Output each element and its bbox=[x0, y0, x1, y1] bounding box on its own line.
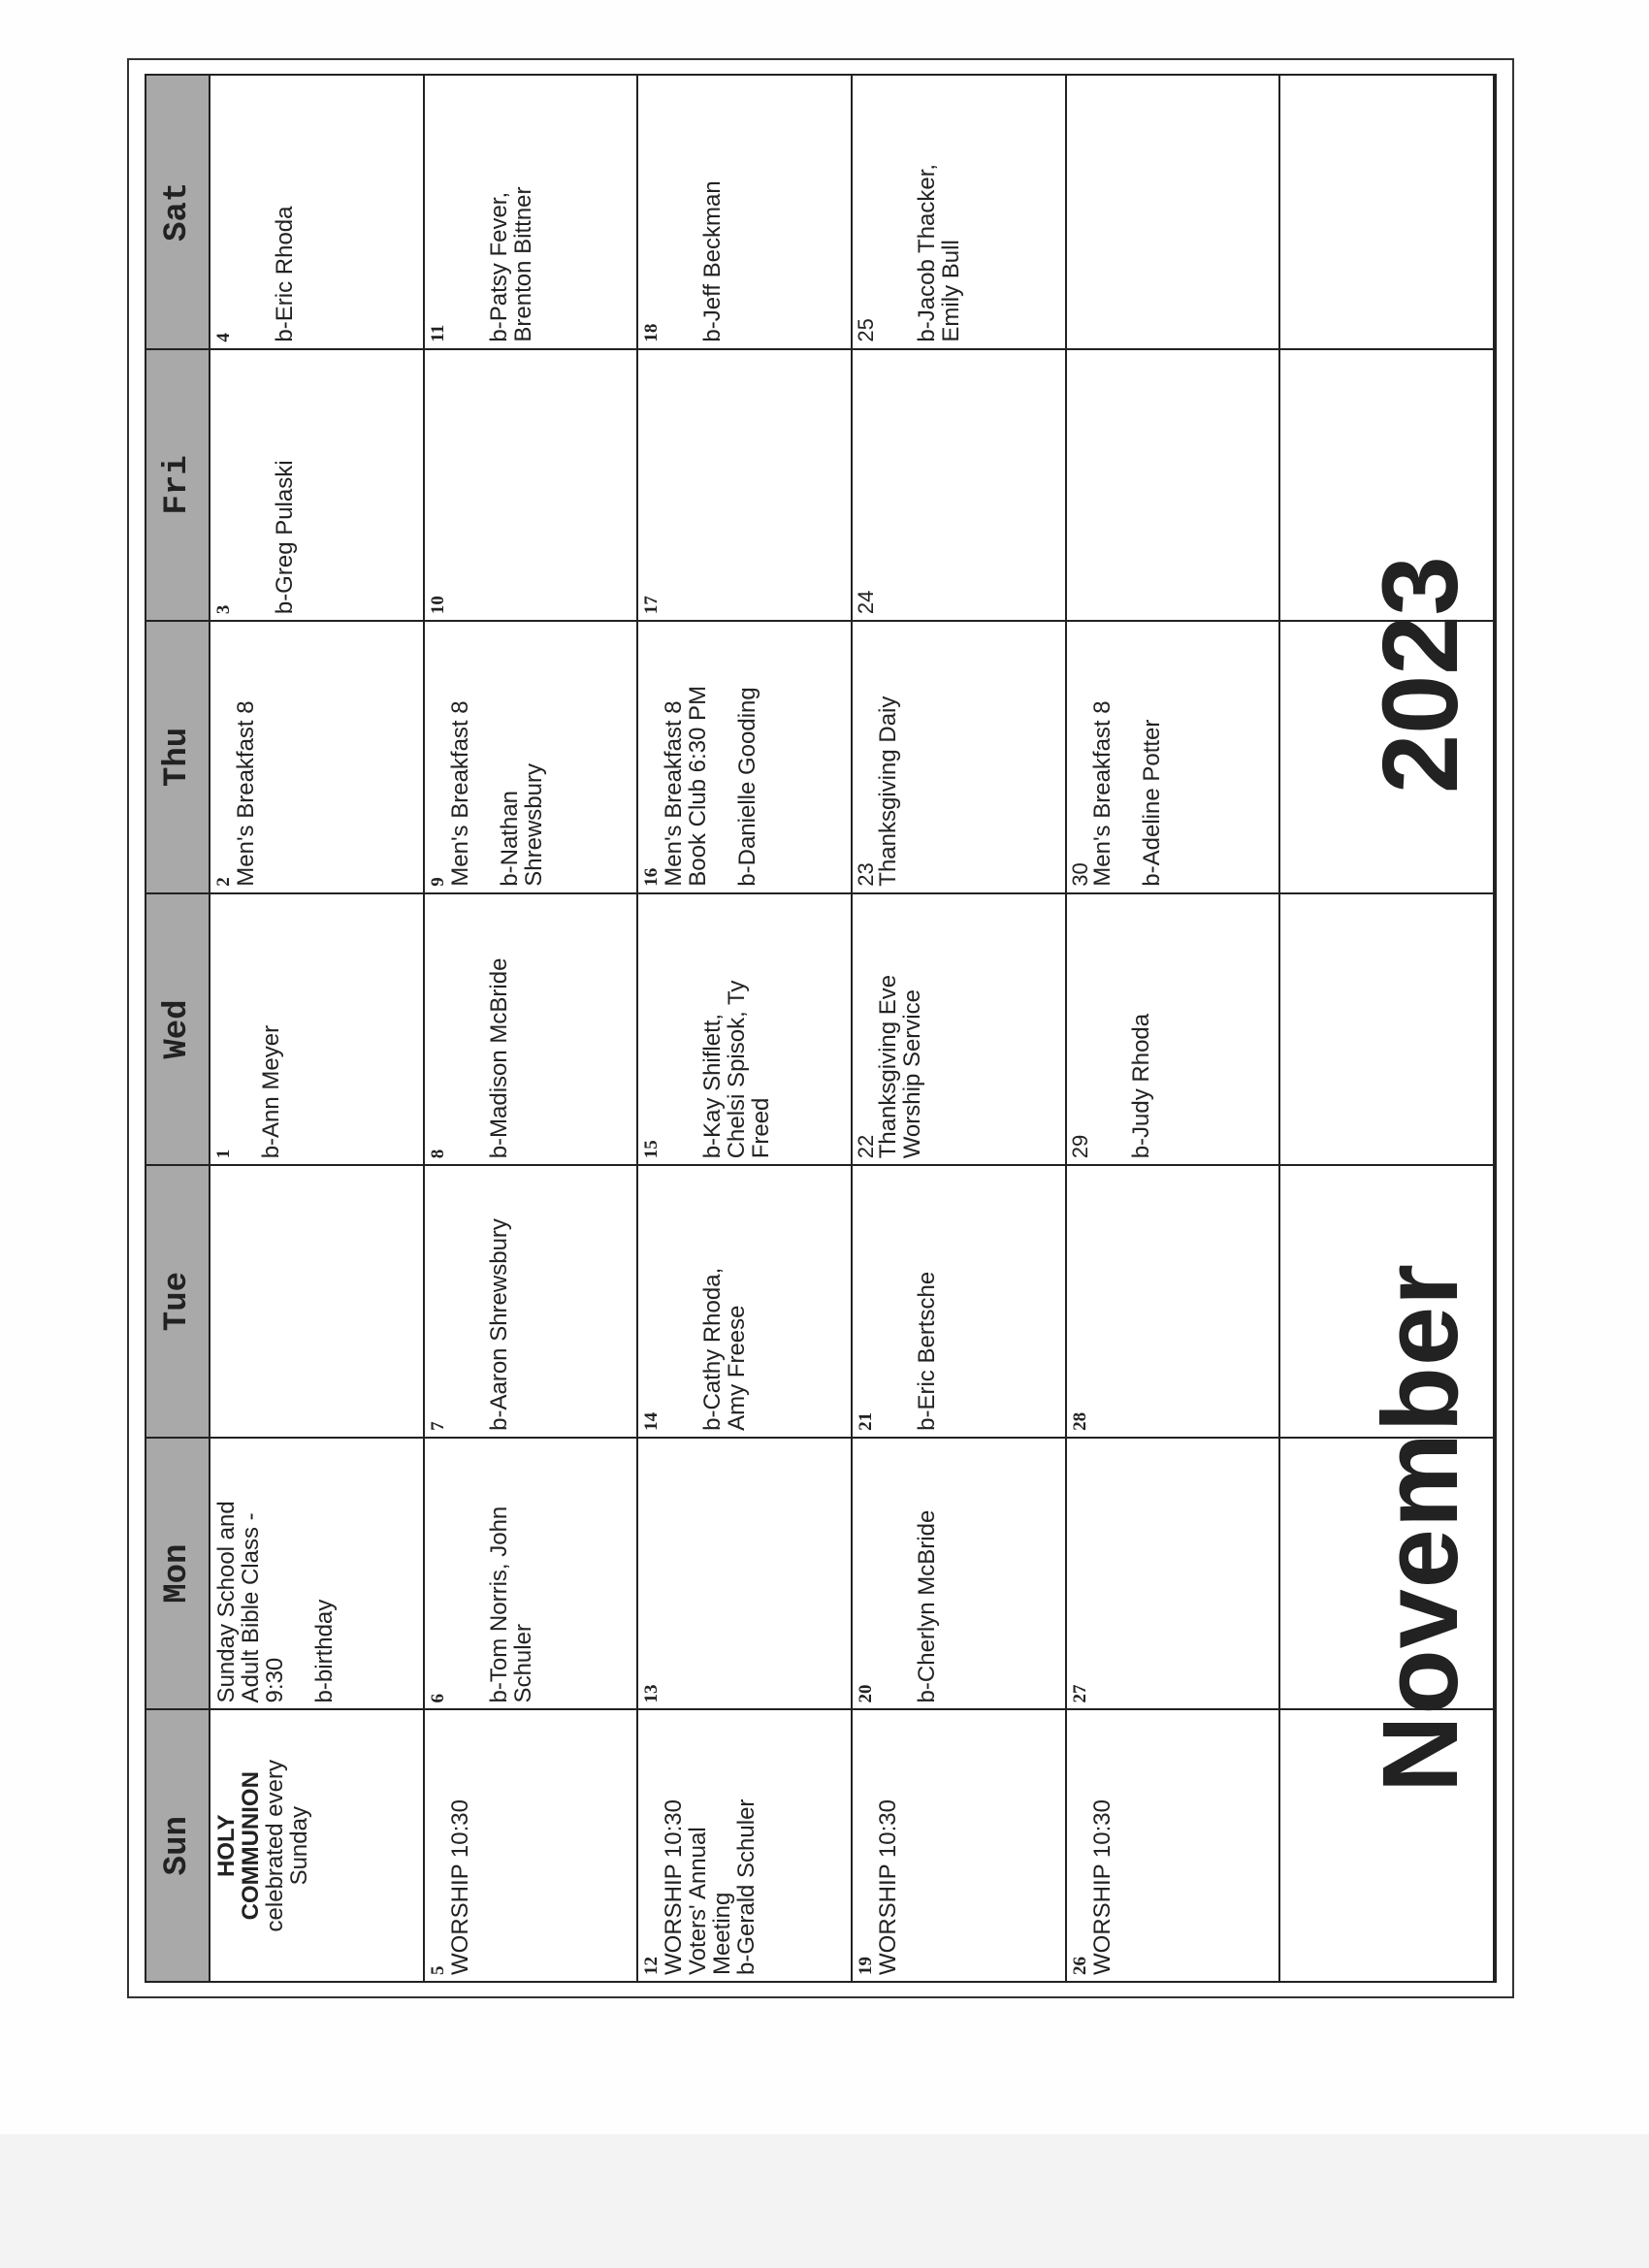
event-line: WORSHIP 10:30 bbox=[875, 1799, 901, 1975]
event-line: Brenton Bittner bbox=[509, 186, 536, 342]
day-cell bbox=[638, 1164, 853, 1437]
scanner-bed-edge bbox=[0, 2134, 1649, 2268]
day-cell bbox=[1067, 348, 1281, 621]
day-number: 23 bbox=[854, 862, 878, 887]
event-line: Men's Breakfast 8 bbox=[1088, 700, 1116, 887]
day-cell bbox=[1280, 76, 1495, 348]
event-line: b-Tom Norris, John bbox=[485, 1506, 512, 1703]
year-title: 2023 bbox=[1361, 556, 1480, 794]
cell-spacer bbox=[448, 900, 487, 1159]
event-line: b-Kay Shiflett, bbox=[699, 1013, 727, 1159]
event-line: b-Madison McBride bbox=[485, 957, 512, 1159]
day-number: 25 bbox=[854, 318, 878, 342]
event-line: b-Ann Meyer bbox=[258, 1024, 284, 1159]
event-line: Thanksgiving Daiy bbox=[875, 696, 901, 887]
day-number: 27 bbox=[1069, 1684, 1090, 1703]
day-cell bbox=[425, 892, 639, 1165]
day-cell bbox=[210, 348, 425, 621]
cell-spacer bbox=[234, 900, 259, 1159]
event-line: Emily Bull bbox=[938, 240, 964, 342]
cell-spacer bbox=[448, 81, 487, 342]
day-cell bbox=[1067, 1708, 1281, 1981]
event-line: b-Aaron Shrewsbury bbox=[485, 1218, 512, 1431]
day-cell bbox=[638, 620, 853, 892]
day-number: 6 bbox=[427, 1693, 448, 1703]
day-number: 18 bbox=[641, 323, 663, 342]
cell-spacer bbox=[1115, 628, 1140, 887]
day-cell bbox=[853, 620, 1067, 892]
day-number: 22 bbox=[854, 1134, 878, 1159]
event-line: Schuler bbox=[509, 1624, 536, 1703]
day-cell bbox=[1280, 892, 1495, 1165]
day-cell bbox=[638, 76, 853, 348]
event-line: Men's Breakfast 8 bbox=[661, 700, 688, 887]
cell-spacer bbox=[234, 81, 273, 342]
cell-spacer bbox=[710, 628, 735, 887]
day-cell bbox=[425, 348, 639, 621]
day-number: 19 bbox=[856, 1957, 876, 1975]
day-cell bbox=[210, 1708, 425, 1981]
event-line: Men's Breakfast 8 bbox=[233, 700, 259, 887]
event-line: Shrewsbury bbox=[520, 763, 547, 887]
cell-spacer bbox=[662, 1172, 700, 1431]
day-cell bbox=[1067, 620, 1281, 892]
day-number: 4 bbox=[213, 333, 234, 342]
cell-spacer bbox=[1090, 900, 1129, 1159]
day-number: 28 bbox=[1069, 1411, 1090, 1431]
day-cell bbox=[1067, 892, 1281, 1165]
cell-spacer bbox=[662, 900, 700, 1159]
cell-spacer bbox=[876, 81, 915, 342]
event-line: Thanksgiving Eve bbox=[875, 974, 901, 1159]
day-cell bbox=[638, 1437, 853, 1709]
event-line: b-Patsy Fever, bbox=[485, 191, 512, 342]
event-line: Sunday School and bbox=[213, 1501, 240, 1703]
day-number: 26 bbox=[1069, 1957, 1090, 1975]
event-line: b-Eric Bertsche bbox=[914, 1271, 940, 1431]
event-line: Sunday bbox=[286, 1806, 312, 1886]
day-cell bbox=[425, 620, 639, 892]
cell-spacer bbox=[234, 356, 273, 615]
day-header-fri: Fri bbox=[146, 348, 210, 621]
day-number: 29 bbox=[1067, 1134, 1092, 1159]
day-cell bbox=[1067, 1164, 1281, 1437]
day-number: 3 bbox=[213, 604, 234, 615]
day-cell bbox=[853, 892, 1067, 1165]
day-header-thu: Thu bbox=[146, 620, 210, 892]
day-cell bbox=[853, 348, 1067, 621]
event-line: Meeting bbox=[709, 1892, 736, 1975]
event-line: WORSHIP 10:30 bbox=[446, 1799, 473, 1975]
day-number: 17 bbox=[641, 596, 663, 615]
day-number: 13 bbox=[641, 1684, 663, 1703]
day-cell bbox=[853, 1164, 1067, 1437]
day-number: 8 bbox=[427, 1149, 448, 1159]
day-cell bbox=[638, 892, 853, 1165]
cell-spacer bbox=[876, 1172, 915, 1431]
day-number: 11 bbox=[427, 324, 448, 342]
cell-spacer bbox=[448, 1172, 487, 1431]
cell-spacer bbox=[876, 1444, 915, 1703]
cell-spacer bbox=[448, 1444, 487, 1703]
day-cell bbox=[853, 1437, 1067, 1709]
day-number: 14 bbox=[641, 1411, 663, 1431]
day-cell bbox=[210, 76, 425, 348]
day-number: 2 bbox=[213, 877, 234, 887]
event-line: 9:30 bbox=[262, 1657, 288, 1703]
day-number: 1 bbox=[213, 1149, 234, 1159]
day-number: 16 bbox=[641, 867, 663, 887]
cell-spacer bbox=[472, 628, 498, 887]
day-number: 7 bbox=[427, 1421, 448, 1431]
day-number: 30 bbox=[1067, 862, 1092, 887]
event-line: b-Cathy Rhoda, bbox=[699, 1267, 727, 1431]
day-cell bbox=[425, 1437, 639, 1709]
day-header-mon: Mon bbox=[146, 1437, 210, 1709]
day-cell bbox=[638, 348, 853, 621]
calendar-grid bbox=[145, 74, 1497, 1983]
event-line: b-Greg Pulaski bbox=[272, 460, 298, 615]
cell-spacer bbox=[662, 81, 700, 342]
event-line: b-Cherlyn McBride bbox=[914, 1509, 940, 1703]
event-line: WORSHIP 10:30 bbox=[1088, 1799, 1116, 1975]
day-number: 15 bbox=[641, 1140, 663, 1159]
event-line: COMMUNION bbox=[238, 1771, 264, 1921]
event-line: b-Gerald Schuler bbox=[733, 1798, 760, 1975]
event-line: Chelsi Spisok, Ty bbox=[724, 980, 751, 1159]
event-line: b-Jeff Beckman bbox=[699, 180, 727, 342]
event-line: Worship Service bbox=[899, 989, 925, 1159]
day-cell bbox=[425, 76, 639, 348]
day-number: 21 bbox=[856, 1411, 876, 1431]
event-line: b-Nathan bbox=[496, 790, 523, 887]
event-line: Amy Freese bbox=[724, 1305, 751, 1431]
event-line: b-birthday bbox=[311, 1599, 338, 1703]
event-line: b-Adeline Potter bbox=[1138, 719, 1165, 887]
event-line: Voters' Annual bbox=[685, 1827, 712, 1975]
event-line: b-Judy Rhoda bbox=[1127, 1013, 1154, 1159]
day-number: 10 bbox=[427, 596, 448, 615]
event-line: b-Jacob Thacker, bbox=[914, 163, 940, 342]
event-line: Men's Breakfast 8 bbox=[446, 700, 473, 887]
day-cell bbox=[425, 1708, 639, 1981]
event-line: Adult Bible Class - bbox=[238, 1512, 264, 1703]
day-header-tue: Tue bbox=[146, 1164, 210, 1437]
cell-spacer bbox=[287, 1444, 312, 1703]
day-cell bbox=[1067, 1437, 1281, 1709]
day-cell bbox=[1067, 76, 1281, 348]
day-cell bbox=[638, 1708, 853, 1981]
event-line: HOLY bbox=[213, 1814, 240, 1877]
day-header-sun: Sun bbox=[146, 1708, 210, 1981]
day-header-wed: Wed bbox=[146, 892, 210, 1165]
day-number: 12 bbox=[641, 1957, 663, 1975]
day-number: 24 bbox=[854, 590, 878, 615]
event-line: Book Club 6:30 PM bbox=[685, 685, 712, 887]
day-number: 5 bbox=[427, 1965, 448, 1975]
day-cell bbox=[853, 1708, 1067, 1981]
month-title: November bbox=[1361, 1263, 1480, 1793]
event-line: celebrated every bbox=[262, 1760, 288, 1932]
day-cell bbox=[425, 1164, 639, 1437]
event-line: b-Eric Rhoda bbox=[272, 206, 298, 342]
day-cell bbox=[210, 620, 425, 892]
day-header-sat: Sat bbox=[146, 76, 210, 348]
day-cell bbox=[210, 892, 425, 1165]
day-number: 9 bbox=[427, 877, 448, 887]
event-line: b-Danielle Gooding bbox=[734, 687, 761, 887]
day-cell bbox=[853, 76, 1067, 348]
day-cell bbox=[210, 1437, 425, 1709]
day-cell bbox=[210, 1164, 425, 1437]
day-number: 20 bbox=[856, 1684, 876, 1703]
event-line: WORSHIP 10:30 bbox=[661, 1799, 688, 1975]
event-line: Freed bbox=[748, 1097, 775, 1159]
calendar-page bbox=[127, 58, 1514, 1998]
